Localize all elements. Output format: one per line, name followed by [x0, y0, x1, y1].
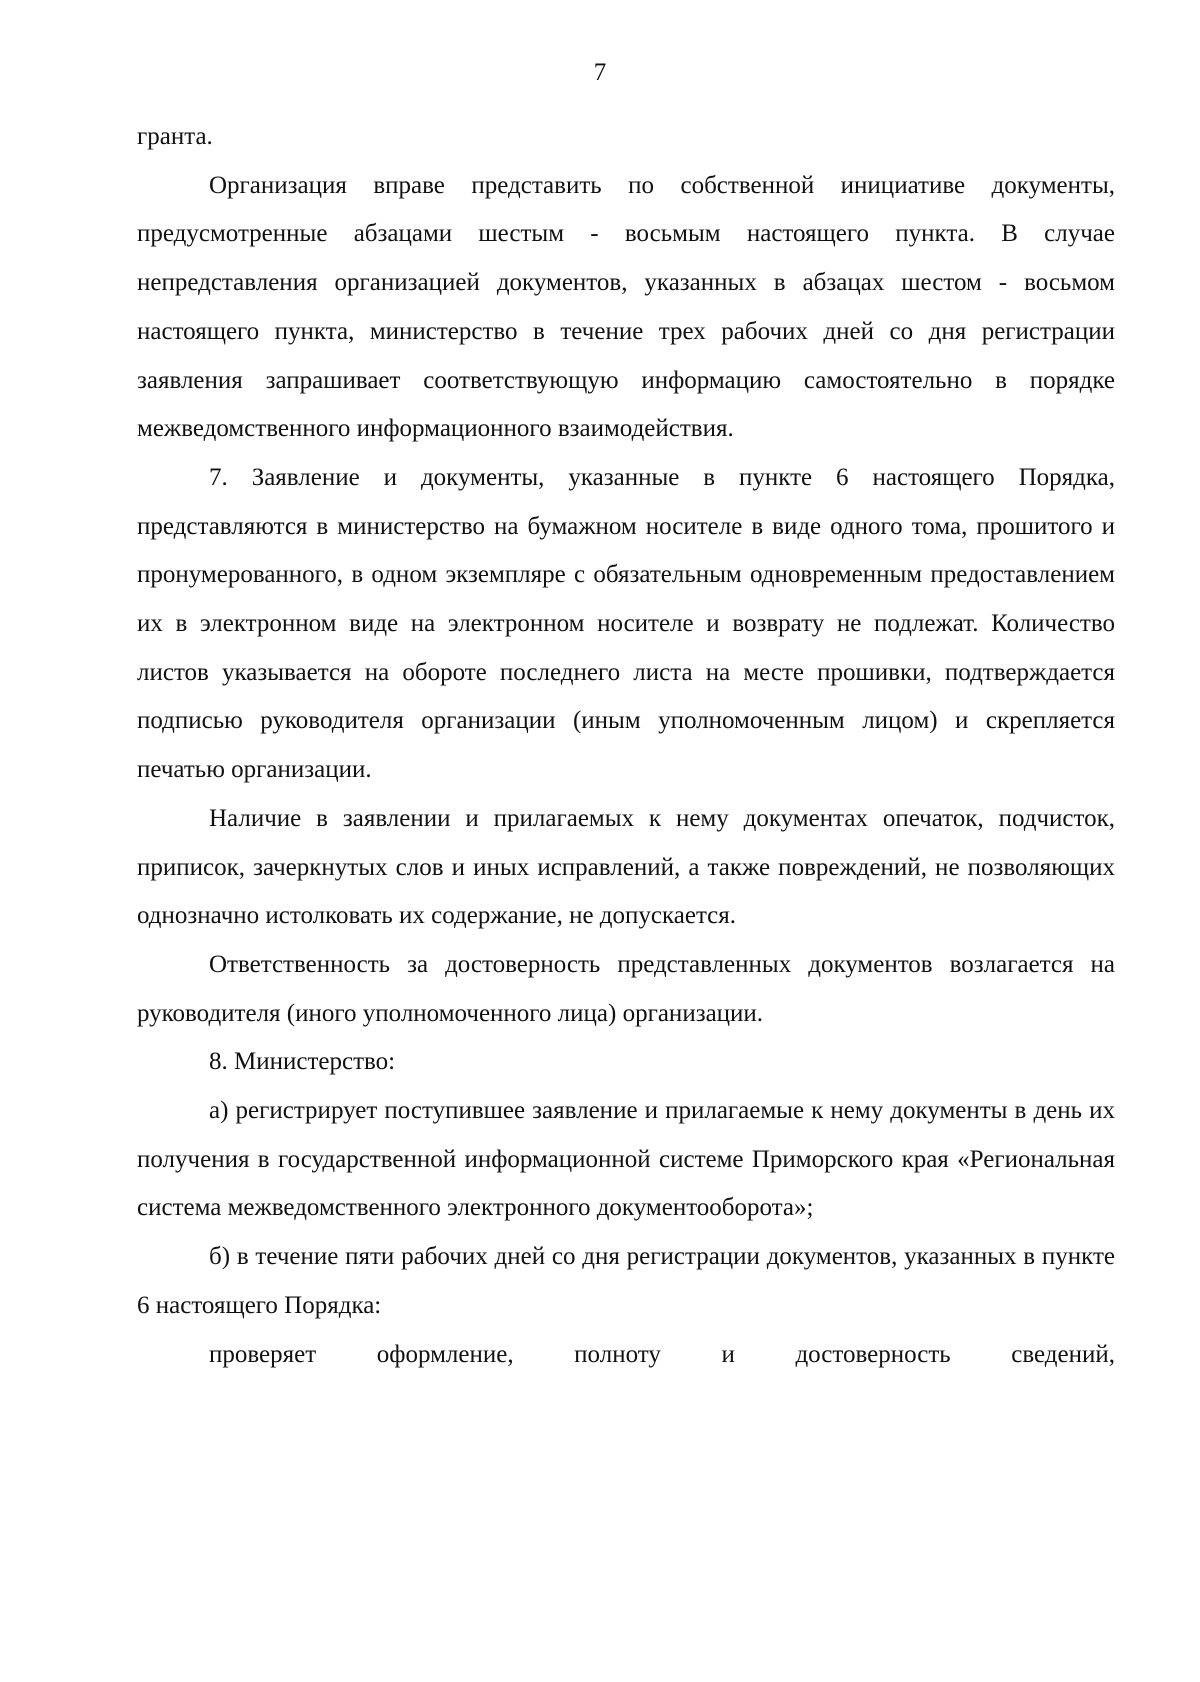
page-number: 7: [593, 59, 607, 86]
paragraph-organization-right: Организация вправе представить по собственной инициативе документы, предусмотренные абзацами шестым - восьмым настоящего пункта. В случае непредставления организацией документов, указанных в абзацах шестом - восьмом настоящего пункта, министерство в течение трех рабочих дней со дня регистрации заявления запрашивает соответствующую информацию самостоятельно в порядке межведомственного информационного взаимодействия.: [137, 171, 1115, 443]
paragraph-subitem-a: а) регистрирует поступившее заявление и прилагаемые к нему документы в день их получения в государственной информационной системе Приморского края «Региональная система межведомственного электронного документооборота»;: [137, 1097, 1115, 1222]
paragraph-checks: проверяет оформление, полноту и достоверность сведений,: [209, 1340, 1115, 1368]
paragraph-subitem-b: б) в течение пяти рабочих дней со дня регистрации документов, указанных в пункте 6 настоящего Порядка:: [137, 1243, 1115, 1319]
paragraph-grant-ending: гранта.: [137, 123, 213, 150]
document-body: [137, 113, 1115, 1379]
paragraph-item-7: 7. Заявление и документы, указанные в пункте 6 настоящего Порядка, представляются в министерство на бумажном носителе в виде одного тома, прошитого и пронумерованного, в одном экземпляре с обязательным одновременным предоставлением их в электронном виде на электронном носителе и возврату не подлежат. Количество листов указывается на обороте последнего листа на месте прошивки, подтверждается подписью руководителя организации (иным уполномоченным лицом) и скрепляется печатью организации.: [137, 463, 1115, 784]
paragraph-item-8: 8. Министерство:: [209, 1048, 396, 1076]
paragraph-errors-not-allowed: Наличие в заявлении и прилагаемых к нему документах опечаток, подчисток, приписок, зачеркнутых слов и иных исправлений, а также повреждений, не позволяющих однозначно истолковать их содержание, не допускается.: [137, 804, 1115, 930]
paragraph-responsibility: Ответственность за достоверность представленных документов возлагается на руководителя (иного уполномоченного лица) организации.: [137, 950, 1115, 1027]
